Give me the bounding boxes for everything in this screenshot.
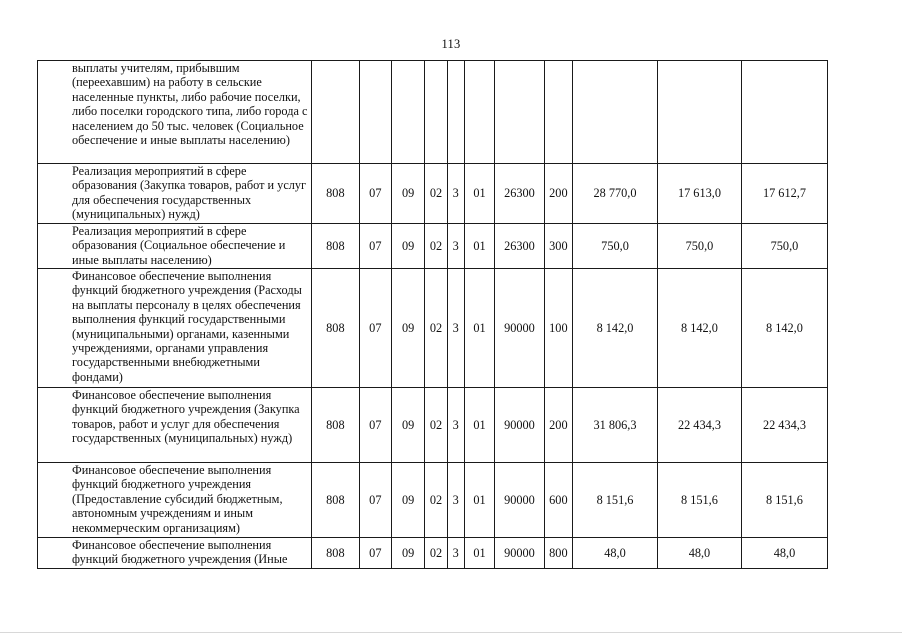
amount-year-2 xyxy=(657,61,741,164)
subsection-code: 09 xyxy=(392,388,425,463)
amount-year-3 xyxy=(741,61,827,164)
amount-year-1: 28 770,0 xyxy=(573,164,658,224)
ministry-code: 808 xyxy=(312,224,360,269)
subsection-code xyxy=(392,61,425,164)
amount-year-1: 8 142,0 xyxy=(573,269,658,388)
program-code xyxy=(425,61,447,164)
amount-year-3: 750,0 xyxy=(741,224,827,269)
main-event-code: 01 xyxy=(464,388,494,463)
main-event-code xyxy=(464,61,494,164)
main-event-code: 01 xyxy=(464,538,494,569)
table-row xyxy=(38,61,828,164)
amount-year-2: 48,0 xyxy=(657,538,741,569)
subprogram-code: 3 xyxy=(447,538,464,569)
subsection-code: 09 xyxy=(392,269,425,388)
amount-year-2: 17 613,0 xyxy=(657,164,741,224)
section-code: 07 xyxy=(359,463,391,538)
table-row xyxy=(38,269,828,388)
amount-year-1: 750,0 xyxy=(573,224,658,269)
direction-code: 90000 xyxy=(495,269,545,388)
ministry-code: 808 xyxy=(312,388,360,463)
direction-code xyxy=(495,61,545,164)
section-code: 07 xyxy=(359,224,391,269)
main-event-code: 01 xyxy=(464,224,494,269)
ministry-code: 808 xyxy=(312,269,360,388)
expense-type-code xyxy=(544,61,572,164)
table-row xyxy=(38,463,828,538)
amount-year-3: 8 142,0 xyxy=(741,269,827,388)
amount-year-1 xyxy=(573,61,658,164)
direction-code: 90000 xyxy=(495,463,545,538)
expense-type-code: 100 xyxy=(544,269,572,388)
amount-year-3: 48,0 xyxy=(741,538,827,569)
ministry-code: 808 xyxy=(312,538,360,569)
subprogram-code: 3 xyxy=(447,164,464,224)
section-code xyxy=(359,61,391,164)
subsection-code: 09 xyxy=(392,164,425,224)
row-description: выплаты учителям, прибывшим (переехавшим) на работу в сельские населенные пункты, либо рабочие поселки, либо поселки городского типа, либо города с населением до 50 тыс. человек (Социальное обеспечение и иные выплаты населению) xyxy=(38,61,312,164)
expense-type-code: 800 xyxy=(544,538,572,569)
ministry-code: 808 xyxy=(312,463,360,538)
section-code: 07 xyxy=(359,164,391,224)
direction-code: 26300 xyxy=(495,164,545,224)
subsection-code: 09 xyxy=(392,463,425,538)
row-description: Финансовое обеспечение выполнения функций бюджетного учреждения (Иные xyxy=(38,538,312,569)
table-row xyxy=(38,538,828,569)
program-code: 02 xyxy=(425,388,447,463)
subsection-code: 09 xyxy=(392,538,425,569)
amount-year-3: 17 612,7 xyxy=(741,164,827,224)
table-row xyxy=(38,388,828,463)
row-description: Финансовое обеспечение выполнения функций бюджетного учреждения (Расходы на выплаты персоналу в целях обеспечения выполнения функций государственными (муниципальными) органами, казенными учреждениями, органами управления государственными внебюджетными фондами) xyxy=(38,269,312,388)
budget-table xyxy=(37,60,828,569)
program-code: 02 xyxy=(425,269,447,388)
subprogram-code: 3 xyxy=(447,463,464,538)
main-event-code: 01 xyxy=(464,164,494,224)
direction-code: 26300 xyxy=(495,224,545,269)
table-row xyxy=(38,164,828,224)
amount-year-2: 8 142,0 xyxy=(657,269,741,388)
expense-type-code: 300 xyxy=(544,224,572,269)
amount-year-2: 8 151,6 xyxy=(657,463,741,538)
amount-year-2: 22 434,3 xyxy=(657,388,741,463)
subprogram-code: 3 xyxy=(447,388,464,463)
main-event-code: 01 xyxy=(464,463,494,538)
section-code: 07 xyxy=(359,388,391,463)
main-event-code: 01 xyxy=(464,269,494,388)
section-code: 07 xyxy=(359,538,391,569)
section-code: 07 xyxy=(359,269,391,388)
ministry-code: 808 xyxy=(312,164,360,224)
direction-code: 90000 xyxy=(495,538,545,569)
direction-code: 90000 xyxy=(495,388,545,463)
program-code: 02 xyxy=(425,463,447,538)
subprogram-code xyxy=(447,61,464,164)
table-row xyxy=(38,224,828,269)
amount-year-1: 8 151,6 xyxy=(573,463,658,538)
program-code: 02 xyxy=(425,538,447,569)
row-description: Финансовое обеспечение выполнения функций бюджетного учреждения (Закупка товаров, работ и услуг для обеспечения государственных (муниципальных) нужд) xyxy=(38,388,312,463)
subprogram-code: 3 xyxy=(447,224,464,269)
amount-year-1: 31 806,3 xyxy=(573,388,658,463)
subsection-code: 09 xyxy=(392,224,425,269)
expense-type-code: 200 xyxy=(544,388,572,463)
amount-year-2: 750,0 xyxy=(657,224,741,269)
row-description: Реализация мероприятий в сфере образования (Закупка товаров, работ и услуг для обеспечения государственных (муниципальных) нужд) xyxy=(38,164,312,224)
row-description: Реализация мероприятий в сфере образования (Социальное обеспечение и иные выплаты населению) xyxy=(38,224,312,269)
expense-type-code: 200 xyxy=(544,164,572,224)
page-number: 113 xyxy=(441,37,461,51)
subprogram-code: 3 xyxy=(447,269,464,388)
amount-year-3: 22 434,3 xyxy=(741,388,827,463)
row-description: Финансовое обеспечение выполнения функций бюджетного учреждения (Предоставление субсидий бюджетным, автономным учреждениям и иным некоммерческим организациям) xyxy=(38,463,312,538)
amount-year-3: 8 151,6 xyxy=(741,463,827,538)
scan-edge-line xyxy=(0,632,902,633)
amount-year-1: 48,0 xyxy=(573,538,658,569)
program-code: 02 xyxy=(425,164,447,224)
program-code: 02 xyxy=(425,224,447,269)
expense-type-code: 600 xyxy=(544,463,572,538)
ministry-code xyxy=(312,61,360,164)
